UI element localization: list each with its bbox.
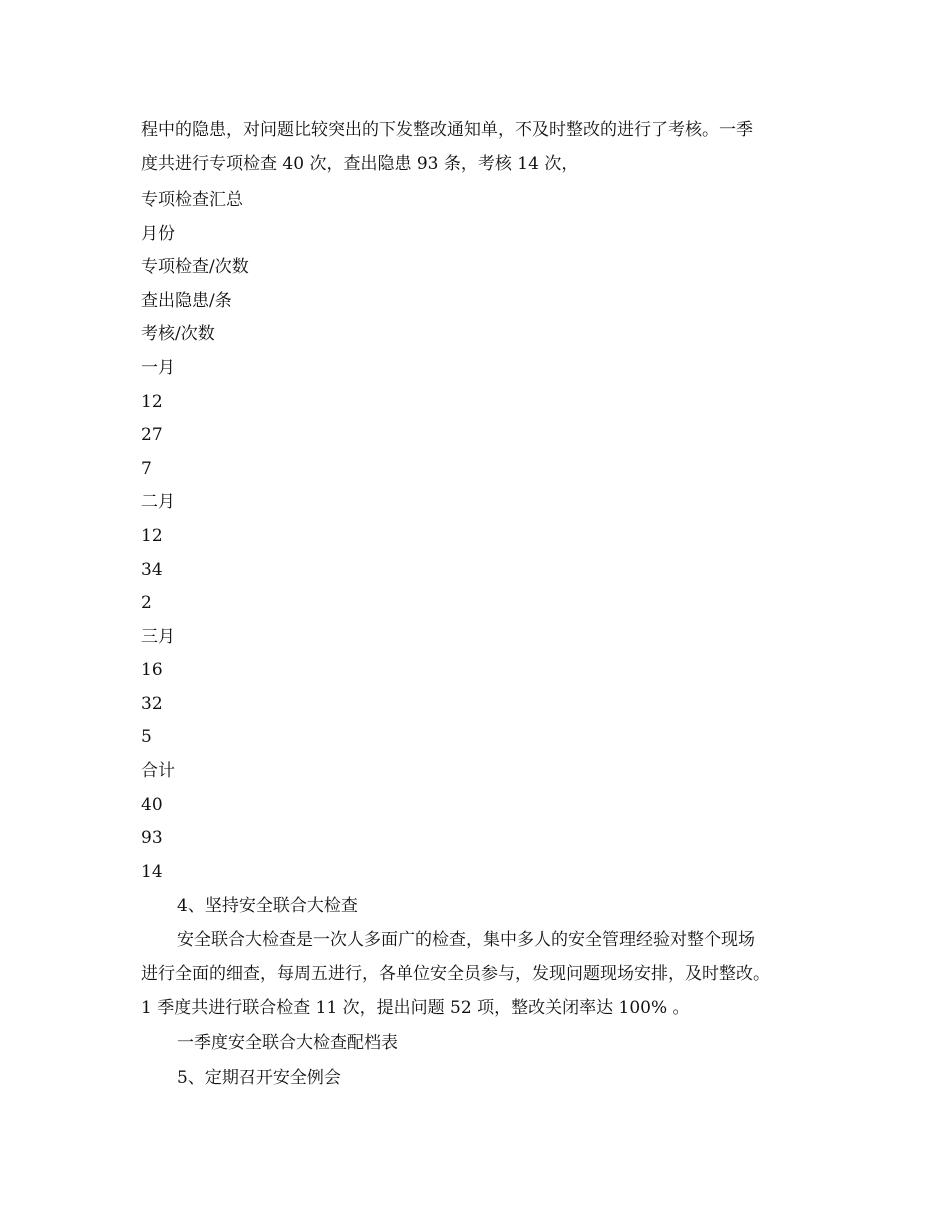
section-4-table-caption: 一季度安全联合大检查配档表 — [177, 1033, 398, 1053]
table-header-assessments: 考核/次数 — [141, 324, 215, 344]
table-cell-inspections: 12 — [141, 392, 163, 412]
section-4-paragraph-line-3: 1 季度共进行联合检查 11 次，提出问题 52 项，整改关闭率达 100% 。 — [141, 998, 690, 1018]
table-cell-hazards: 32 — [141, 694, 163, 714]
table-cell-assessments: 5 — [141, 727, 152, 747]
table-cell-total-inspections: 40 — [141, 795, 163, 815]
table-cell-hazards: 34 — [141, 560, 163, 580]
section-4-paragraph-line-2: 进行全面的细查，每周五进行，各单位安全员参与，发现问题现场安排，及时整改。 — [141, 964, 770, 984]
table-cell-inspections: 12 — [141, 526, 163, 546]
section-4-heading: 4、坚持安全联合大检查 — [177, 896, 358, 916]
summary-table-title: 专项检查汇总 — [141, 190, 243, 210]
section-5-heading: 5、定期召开安全例会 — [177, 1068, 341, 1088]
table-cell-month: 三月 — [141, 627, 175, 647]
table-cell-total-assessments: 14 — [141, 862, 163, 882]
table-cell-assessments: 7 — [141, 459, 152, 479]
intro-line-2: 度共进行专项检查 40 次，查出隐患 93 条，考核 14 次， — [141, 154, 579, 174]
table-cell-inspections: 16 — [141, 660, 163, 680]
table-header-hazards: 查出隐患/条 — [141, 291, 232, 311]
table-cell-hazards: 27 — [141, 425, 163, 445]
table-header-inspections: 专项检查/次数 — [141, 257, 249, 277]
table-cell-total-label: 合计 — [141, 761, 175, 781]
table-cell-assessments: 2 — [141, 593, 152, 613]
table-header-month: 月份 — [141, 224, 175, 244]
table-cell-total-hazards: 93 — [141, 828, 163, 848]
intro-line-1: 程中的隐患，对问题比较突出的下发整改通知单，不及时整改的进行了考核。一季 — [141, 120, 753, 140]
table-cell-month: 二月 — [141, 492, 175, 512]
table-cell-month: 一月 — [141, 358, 175, 378]
section-4-paragraph-line-1: 安全联合大检查是一次人多面广的检查，集中多人的安全管理经验对整个现场 — [177, 930, 755, 950]
